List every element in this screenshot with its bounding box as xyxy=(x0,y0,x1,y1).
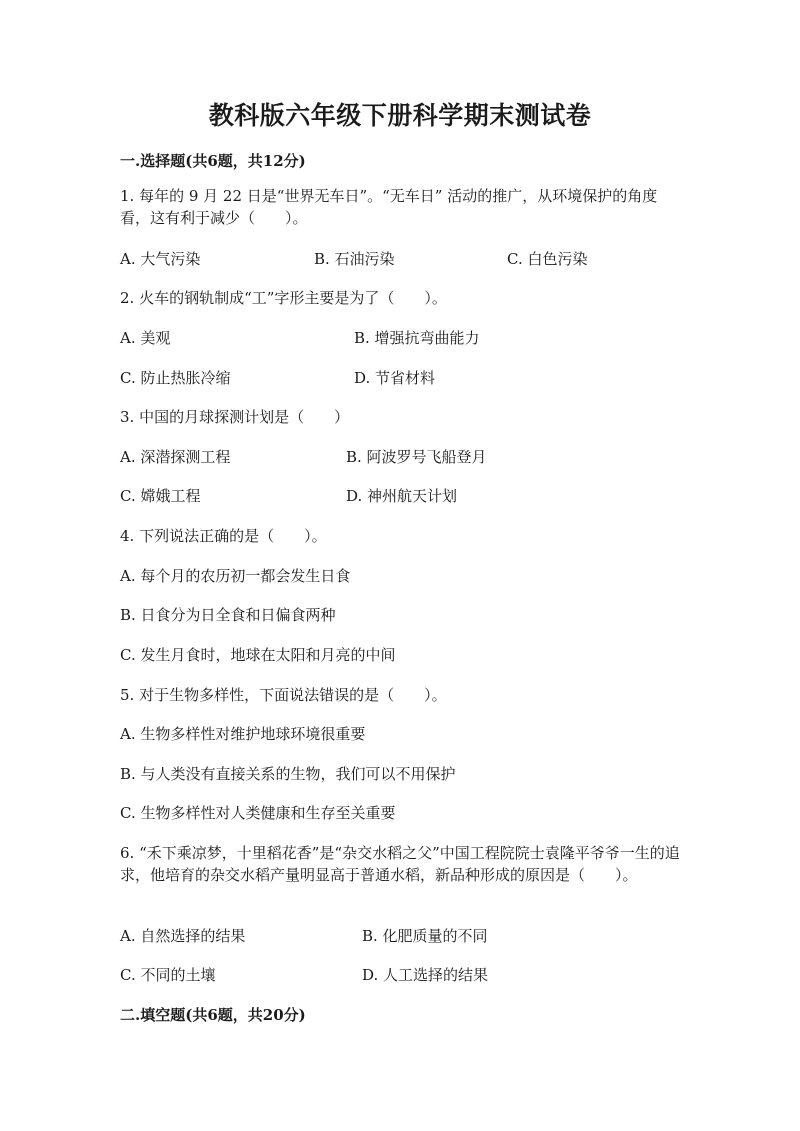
question-5-option-a: A. 生物多样性对维护地球环境很重要 xyxy=(120,725,366,743)
question-3-option-d: D. 神州航天计划 xyxy=(346,487,458,505)
question-6-option-b: B. 化肥质量的不同 xyxy=(362,927,488,945)
question-6-option-a: A. 自然选择的结果 xyxy=(120,927,246,945)
question-5-option-c: C. 生物多样性对人类健康和生存至关重要 xyxy=(120,804,396,822)
question-1-stem: 1. 每年的 9 月 22 日是“世界无车日”。“无车日” 活动的推广，从环境保护的角度看，这有利于减少（ ）。 xyxy=(120,187,658,227)
question-3-stem: 3. 中国的月球探测计划是（ ） xyxy=(120,408,350,426)
question-6-option-d: D. 人工选择的结果 xyxy=(362,966,489,984)
question-3-option-a: A. 深潜探测工程 xyxy=(120,448,231,466)
question-3-option-c: C. 嫦娥工程 xyxy=(120,487,201,505)
section-heading-choice: 一.选择题(共6题，共12分) xyxy=(120,152,306,170)
question-2-stem: 2. 火车的钢轨制成“工”字形主要是为了（ ）。 xyxy=(120,289,447,307)
question-4-option-b: B. 日食分为日全食和日偏食两种 xyxy=(120,606,336,624)
question-1-option-c: C. 白色污染 xyxy=(507,250,588,268)
question-2-option-d: D. 节省材料 xyxy=(354,369,436,387)
question-1-option-b: B. 石油污染 xyxy=(314,250,395,268)
question-5-option-b: B. 与人类没有直接关系的生物，我们可以不用保护 xyxy=(120,765,456,783)
question-2-option-b: B. 增强抗弯曲能力 xyxy=(354,329,480,347)
question-6-stem: 6. “禾下乘凉梦，十里稻花香”是“杂交水稻之父”中国工程院院士袁隆平爷爷一生的追求，他培育的杂交水稻产量明显高于普通水稻，新品种形成的原因是（ ）。 xyxy=(120,844,680,884)
question-2-option-c: C. 防止热胀冷缩 xyxy=(120,369,231,387)
question-4-option-a: A. 每个月的农历初一都会发生日食 xyxy=(120,567,351,585)
page-title: 教科版六年级下册科学期末测试卷 xyxy=(208,101,592,130)
question-6-option-c: C. 不同的土壤 xyxy=(120,966,216,984)
question-1-option-a: A. 大气污染 xyxy=(120,250,201,268)
question-4-option-c: C. 发生月食时，地球在太阳和月亮的中间 xyxy=(120,646,396,664)
question-3-option-b: B. 阿波罗号飞船登月 xyxy=(346,448,487,466)
question-4-stem: 4. 下列说法正确的是（ ）。 xyxy=(120,527,327,545)
question-5-stem: 5. 对于生物多样性，下面说法错误的是（ ）。 xyxy=(120,686,447,704)
section-heading-fill: 二.填空题(共6题，共20分) xyxy=(120,1006,306,1024)
question-2-option-a: A. 美观 xyxy=(120,329,171,347)
